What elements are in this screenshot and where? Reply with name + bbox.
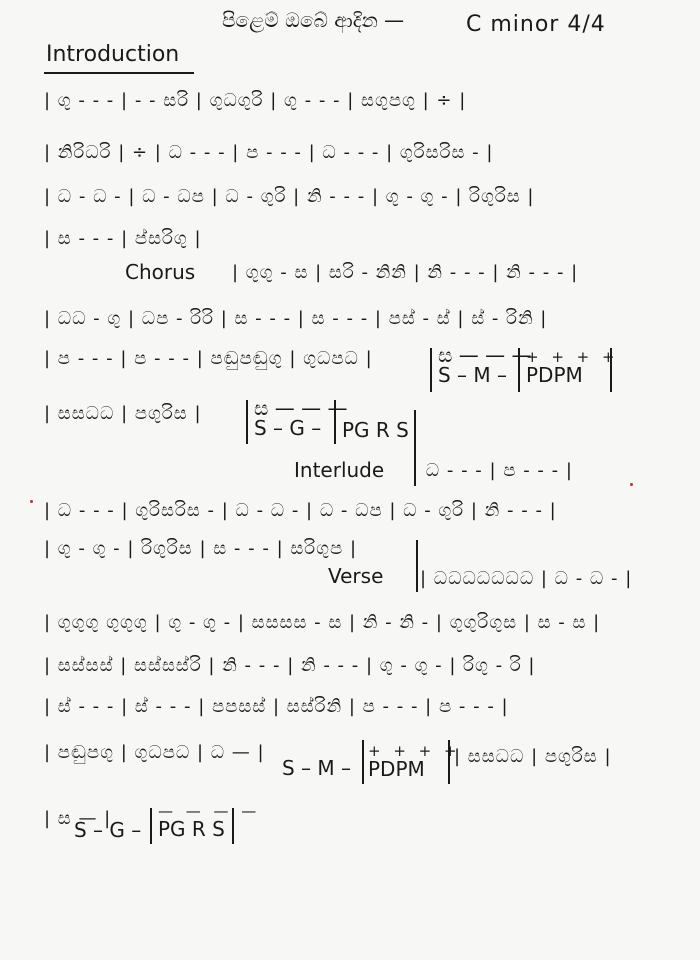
- notation-line: | ධ - - - | ප - - - |: [412, 460, 573, 481]
- notation-bottom: S – G –: [254, 416, 322, 440]
- section-introduction: Introduction: [46, 42, 180, 67]
- notation-stack: [342, 420, 409, 440]
- notation-bottom: PDPM: [526, 363, 583, 387]
- section-verse: Verse: [328, 564, 384, 588]
- notation-line: | ස — |: [44, 808, 112, 829]
- notation-line: | ධ - ධ - | ධ - ධප | ධ - ගුරි | නි - - - | ගු - ගු - | රිගුරිස |: [44, 186, 535, 207]
- notation-line: | සසධධ | පගුරිස |: [454, 746, 612, 767]
- section-interlude: Interlude: [294, 458, 385, 482]
- notation-bottom: PDPM: [368, 757, 425, 781]
- key-signature: C minor 4/4: [466, 12, 606, 37]
- bar-line: [334, 400, 336, 444]
- notation-top: ස — — —: [438, 343, 532, 367]
- notation-line: | ගු - - - | - - සරි | ගුධගුරි | ගු - - - | සගුපගු | ÷ |: [44, 90, 467, 111]
- notation-top: — — — —: [158, 802, 261, 820]
- notation-bottom: PG R S: [342, 418, 409, 442]
- notation-bottom: S – M –: [438, 363, 508, 387]
- notation-line: | ගුගුගු ගුගුගු | ගු - ගු - | සසසස - ස | නි - නි - | ගුගුරිගුස | ස - ස |: [44, 612, 601, 633]
- notation-stack: [74, 820, 141, 840]
- bar-line: [448, 740, 450, 784]
- notation-line: | ධ - - - | ගුරිසරිස - | ධ - ධ - | ධ - ධප | ධ - ගුරි | නි - - - |: [44, 500, 557, 521]
- notation-stack: [526, 350, 619, 385]
- notation-line: | පඬුපගු | ගුධපධ | ධ — |: [44, 742, 265, 763]
- notation-line: | සස්සස් | සස්සස්රි | නි - - - | නි - - - | ගු - ගු - | රිගු - රි |: [44, 655, 536, 676]
- notation-stack: [158, 804, 260, 839]
- notation-line: | ස් - - - | ස් - - - | පපසස් | සස්රිනි | ප - - - | ප - - - |: [44, 696, 509, 717]
- bar-line: [610, 348, 612, 392]
- notation-top: ස — — —: [254, 396, 348, 420]
- notation-bottom: PG R S: [158, 817, 225, 841]
- ink-dot: [630, 483, 633, 486]
- notation-line: | ධධ - ගු | ධප - රිරි | ස - - - | ස - - - | පස් - ස් | ස් - රිනි |: [44, 308, 548, 329]
- notation-stack: [282, 758, 351, 778]
- introduction-underline: [44, 72, 194, 74]
- notation-line: | සසධධ | පගුරිස |: [44, 403, 202, 424]
- bar-line: [150, 808, 152, 844]
- bar-line: [362, 740, 364, 784]
- notation-top: + + + +: [526, 348, 619, 366]
- notation-line: | ගු - ගු - | රිගුරිස | ස - - - | සරිගුප |: [44, 538, 358, 559]
- notation-top: + + + +: [368, 742, 461, 760]
- bar-line: [232, 808, 234, 844]
- ink-dot: [30, 500, 33, 503]
- notation-bottom: S – G –: [74, 818, 142, 842]
- bar-line: [518, 348, 520, 392]
- bar-line: [430, 348, 432, 392]
- notation-line: | ගුගු - ස | සරි - නිනි | නි - - - | නි - - - |: [232, 262, 579, 283]
- section-chorus: Chorus: [125, 260, 196, 284]
- notation-bottom: S – M –: [282, 756, 352, 780]
- notation-line: | ප - - - | ප - - - | පඬුපඬුගු | ගුධපධ |: [44, 348, 373, 369]
- song-title: පිළෙම් ඔබේ ආදින —: [222, 8, 405, 32]
- notation-line: | නිරිධරි | ÷ | ධ - - - | ප - - - | ධ - - - | ගුරිසරිස - |: [44, 142, 494, 163]
- notation-line: | ස - - - | ප්සරිගු |: [44, 228, 202, 249]
- bar-line: [416, 540, 418, 592]
- bar-line: [246, 400, 248, 444]
- notation-stack: [368, 744, 461, 779]
- notation-line: | ධධධධධධධ | ධ - ධ - |: [420, 568, 633, 589]
